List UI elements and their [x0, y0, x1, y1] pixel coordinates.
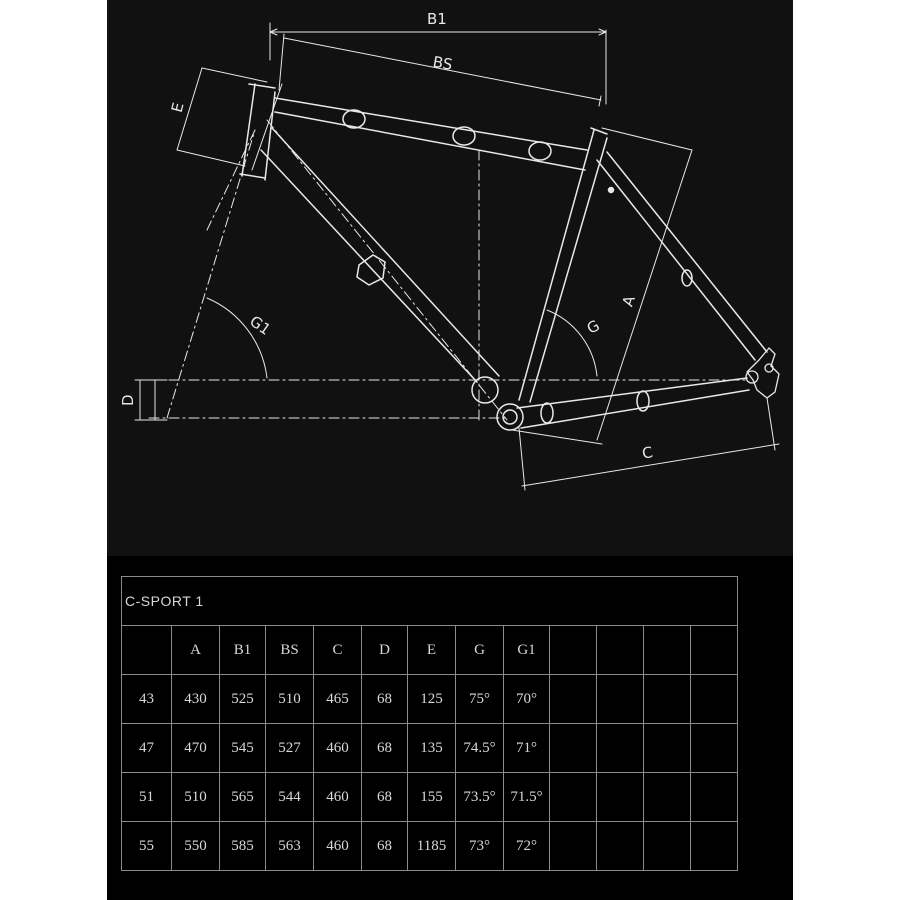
value-cell: 460 [314, 822, 362, 871]
value-cell: 73.5° [456, 773, 504, 822]
frame-geometry-diagram [107, 0, 793, 556]
label-g1: G1 [246, 312, 275, 339]
down-tube [261, 128, 499, 382]
value-cell: 510 [266, 675, 314, 724]
header-cell [597, 626, 644, 675]
label-b1: B1 [427, 10, 447, 28]
top-tube [275, 98, 587, 170]
value-cell [644, 773, 691, 822]
value-cell [550, 822, 597, 871]
value-cell: 544 [266, 773, 314, 822]
value-cell [644, 822, 691, 871]
header-cell: G [456, 626, 504, 675]
value-cell: 510 [172, 773, 220, 822]
label-g: G [583, 316, 603, 338]
header-cell: C [314, 626, 362, 675]
value-cell [597, 822, 644, 871]
seat-stay [597, 152, 767, 360]
value-cell [550, 724, 597, 773]
d-dimension [135, 380, 167, 420]
value-cell: 135 [408, 724, 456, 773]
bottom-bracket [472, 377, 523, 430]
frame-drawing [107, 0, 793, 556]
header-cell: B1 [220, 626, 266, 675]
value-cell [597, 675, 644, 724]
value-cell [644, 675, 691, 724]
table-row [122, 724, 738, 773]
value-cell: 470 [172, 724, 220, 773]
header-cell: A [172, 626, 220, 675]
value-cell [597, 724, 644, 773]
header-cell: E [408, 626, 456, 675]
value-cell: 73° [456, 822, 504, 871]
table-row [122, 822, 738, 871]
value-cell: 430 [172, 675, 220, 724]
value-cell [691, 822, 738, 871]
value-cell: 74.5° [456, 724, 504, 773]
size-cell: 43 [122, 675, 172, 724]
table-row [122, 675, 738, 724]
value-cell [691, 773, 738, 822]
size-cell: 47 [122, 724, 172, 773]
value-cell: 155 [408, 773, 456, 822]
value-cell: 465 [314, 675, 362, 724]
value-cell: 460 [314, 724, 362, 773]
value-cell: 75° [456, 675, 504, 724]
value-cell: 545 [220, 724, 266, 773]
label-bs: BS [431, 52, 454, 74]
value-cell: 585 [220, 822, 266, 871]
value-cell: 460 [314, 773, 362, 822]
chain-stay [517, 378, 749, 428]
g1-angle-arc [207, 298, 267, 378]
header-cell [644, 626, 691, 675]
value-cell [691, 675, 738, 724]
value-cell: 70° [504, 675, 550, 724]
value-cell: 550 [172, 822, 220, 871]
frame-geometry-sheet [107, 0, 793, 900]
header-cell [691, 626, 738, 675]
value-cell [644, 724, 691, 773]
header-cell: BS [266, 626, 314, 675]
table-title-row [122, 577, 738, 626]
value-cell: 525 [220, 675, 266, 724]
geometry-table-panel [107, 556, 793, 900]
label-a: A [618, 293, 639, 309]
header-cell [550, 626, 597, 675]
value-cell: 68 [362, 675, 408, 724]
value-cell: 71° [504, 724, 550, 773]
geometry-table [121, 576, 738, 871]
table-header-row [122, 626, 738, 675]
header-cell: D [362, 626, 408, 675]
value-cell: 563 [266, 822, 314, 871]
table-title: C-SPORT 1 [122, 577, 738, 626]
value-cell: 125 [408, 675, 456, 724]
header-cell: G1 [504, 626, 550, 675]
value-cell: 527 [266, 724, 314, 773]
value-cell [550, 675, 597, 724]
value-cell [597, 773, 644, 822]
label-e: E [167, 100, 188, 115]
value-cell: 72° [504, 822, 550, 871]
size-cell: 51 [122, 773, 172, 822]
label-c: C [640, 443, 655, 463]
header-cell [122, 626, 172, 675]
size-cell: 55 [122, 822, 172, 871]
value-cell: 68 [362, 822, 408, 871]
label-d: D [119, 394, 137, 406]
value-cell [691, 724, 738, 773]
value-cell: 1185 [408, 822, 456, 871]
value-cell [550, 773, 597, 822]
value-cell: 68 [362, 773, 408, 822]
table-row [122, 773, 738, 822]
value-cell: 71.5° [504, 773, 550, 822]
value-cell: 68 [362, 724, 408, 773]
value-cell: 565 [220, 773, 266, 822]
